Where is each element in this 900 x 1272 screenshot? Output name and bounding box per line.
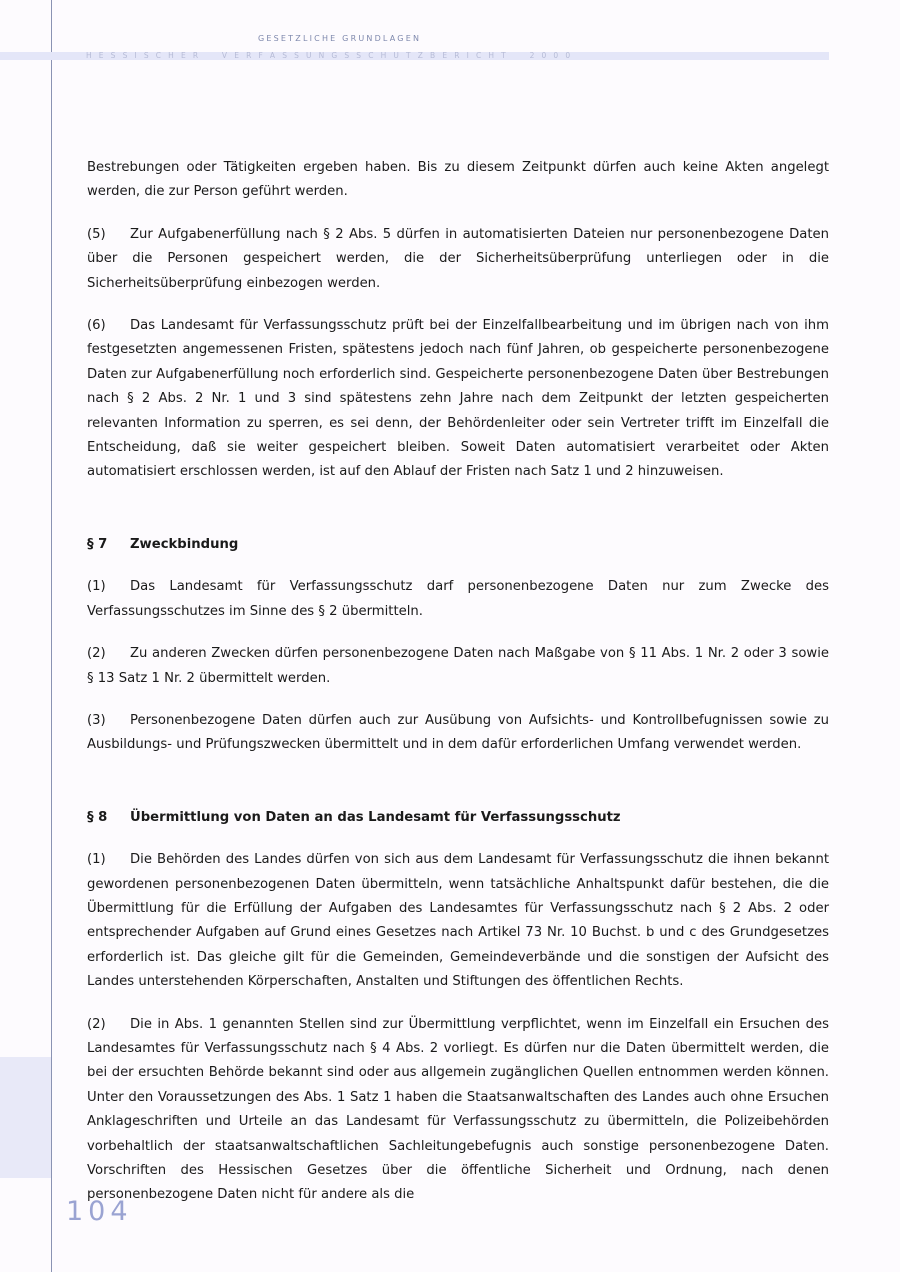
running-title: H E S S I S C H E R V E R F A S S U N G S S C H U T Z B E R I C H T 2 0 0 0 bbox=[86, 51, 571, 60]
paragraph-text: Die in Abs. 1 genannten Stellen sind zur Übermittlung verpflichtet, wenn im Einzelfall ein Ersuchen des Landesamtes für Verfassungsschutz nach § 4 Abs. 2 vorliegt. Es dürfen nur die Daten übermittelt werden, die bei der ersuchten Behörde bekannt sind oder aus allgemein zugänglichen Quellen entnommen werden können. Unter den Voraussetzungen des Abs. 1 Satz 1 haben die Staatsanwaltschaften des Landes auch ohne Ersuchen Anklageschriften und Urteile an das Landesamt für Verfassungsschutz zu übermitteln, die Polizeibehörden vorbehaltlich der staatsanwaltschaftlichen Sachleitungebefugnis auch sonstige personenbezogene Daten. Vorschriften des Hessischen Gesetzes über die öffentliche Sicherheit und Ordnung, nach denen personenbezogene Daten nicht für andere als die bbox=[87, 1016, 829, 1203]
paragraph-text: Die Behörden des Landes dürfen von sich aus dem Landesamt für Verfassungsschutz die ihnen bekannt gewordenen personenbezogenen Daten übermitteln, wenn tatsächliche Anhaltspunkt dafür bestehen, die die Übermittlung für die Erfüllung der Aufgaben des Landesamtes für Verfassungsschutz nach § 2 Abs. 2 oder entsprechender Aufgaben auf Grund eines Gesetzes nach Artikel 73 Nr. 10 Buchst. b und c des Grundgesetzes erforderlich ist. Das gleiche gilt für die Gemeinden, Gemeindeverbände und die sonstigen der Aufsicht des Landes unterstehenden Körperschaften, Anstalten und Stiftungen des öffentlichen Rechts. bbox=[87, 852, 829, 990]
paragraph-number: (1) bbox=[87, 852, 106, 868]
paragraph-6 bbox=[87, 314, 829, 485]
paragraph-number: (6) bbox=[87, 318, 106, 334]
paragraph-text: Zu anderen Zwecken dürfen personenbezogene Daten nach Maßgabe von § 11 Abs. 1 Nr. 2 oder 3 sowie § 13 Satz 1 Nr. 2 übermittelt werden. bbox=[87, 646, 829, 686]
document-body bbox=[87, 156, 829, 1226]
section-8-heading bbox=[87, 806, 829, 830]
paragraph-number: (2) bbox=[87, 1016, 106, 1032]
page-number: 104 bbox=[66, 1196, 133, 1227]
section-number: § 7 bbox=[87, 536, 108, 552]
paragraph-number: (3) bbox=[87, 712, 106, 728]
paragraph-text: Das Landesamt für Verfassungsschutz darf personenbezogene Daten nur zum Zwecke des Verfassungsschutzes im Sinne des § 2 übermitteln. bbox=[87, 579, 829, 619]
s7-paragraph-3 bbox=[87, 709, 829, 758]
paragraph-text: Zur Aufgabenerfüllung nach § 2 Abs. 5 dürfen in automatisierten Dateien nur personenbezogene Daten über die Personen gespeichert werden, die der Sicherheitsüberprüfung unterliegen oder in die Sicherheitsüberprüfung einbezogen werden. bbox=[87, 226, 829, 291]
section-label: GESETZLICHE GRUNDLAGEN bbox=[258, 34, 422, 43]
section-title: Übermittlung von Daten an das Landesamt für Verfassungsschutz bbox=[130, 809, 621, 825]
section-number: § 8 bbox=[87, 809, 108, 825]
s7-paragraph-1 bbox=[87, 575, 829, 624]
paragraph-continuation: Bestrebungen oder Tätigkeiten ergeben haben. Bis zu diesem Zeitpunkt dürfen auch keine Akten angelegt werden, die zur Person geführt werden. bbox=[87, 160, 829, 200]
paragraph-number: (2) bbox=[87, 646, 106, 662]
margin-rule bbox=[51, 0, 52, 1272]
side-tab-block bbox=[0, 1057, 51, 1178]
section-7-heading bbox=[87, 533, 829, 557]
s8-paragraph-2 bbox=[87, 1013, 829, 1208]
s7-paragraph-2 bbox=[87, 642, 829, 691]
paragraph-text: Personenbezogene Daten dürfen auch zur Ausübung von Aufsichts- und Kontrollbefugnissen sowie zu Ausbildungs- und Prüfungszwecken übermittelt und in dem dafür erforderlichen Umfang verwendet werden. bbox=[87, 712, 829, 753]
paragraph-text: Das Landesamt für Verfassungsschutz prüft bei der Einzelfallbearbeitung und im übrigen nach von ihm festgesetzten angemessenen Fristen, spätestens jedoch nach fünf Jahren, ob gespeicherte personenbezogene Daten zur Aufgabenerfüllung noch erforderlich sind. Gespeicherte personenbezogene Daten über Bestrebungen nach § 2 Abs. 2 Nr. 1 und 3 sind spätestens zehn Jahre nach dem Zeitpunkt der letzten gespeicherten relevanten Information zu sperren, es sei denn, der Behördenleiter oder sein Vertreter trifft im Einzelfall die Entscheidung, daß sie weiter gespeichert bleiben. Soweit Daten automatisiert verarbeitet oder Akten automatisiert erschlossen werden, ist auf den Ablauf der Fristen nach Satz 1 und 2 hinzuweisen. bbox=[87, 318, 829, 480]
section-title: Zweckbindung bbox=[130, 536, 239, 552]
s8-paragraph-1 bbox=[87, 848, 829, 994]
paragraph-number: (1) bbox=[87, 579, 106, 595]
paragraph-number: (5) bbox=[87, 226, 106, 242]
paragraph-5 bbox=[87, 223, 829, 296]
